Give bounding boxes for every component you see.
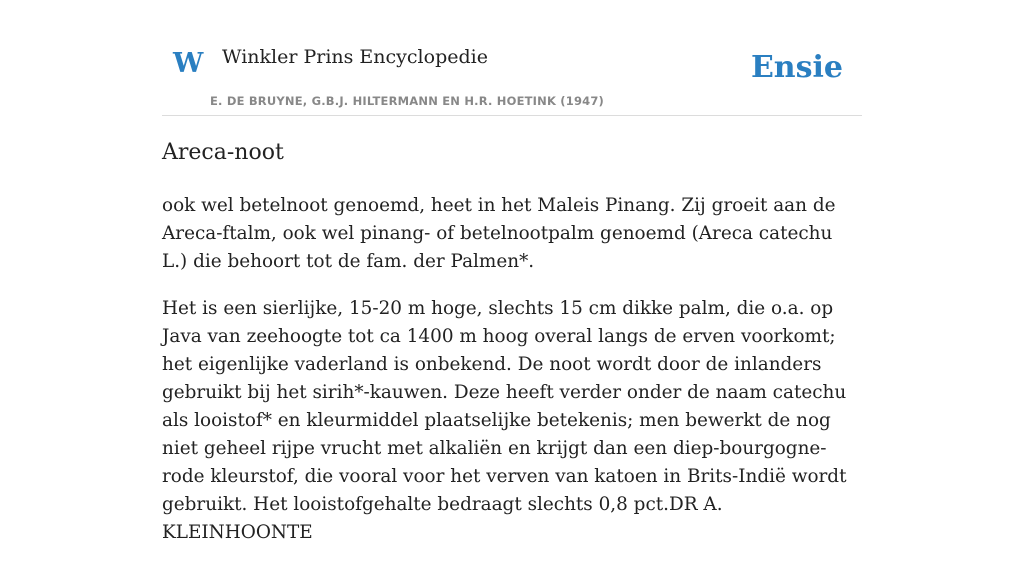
article-title: Areca-noot — [162, 140, 284, 165]
publication-title[interactable]: Winkler Prins Encyclopedie — [222, 46, 488, 68]
brand-logo[interactable]: Ensie — [750, 50, 843, 85]
paragraph: Het is een sierlijke, 15-20 m hoge, slechts 15 cm dikke palm, die o.a. op Java van zeehoogte tot ca 1400 m hoog overal langs de erven voorkomt; het eigenlijke vaderland is onbekend. De noot wordt door de inlanders gebruikt bij het sirih*-kauwen. Deze heeft verder onder de naam catechu als looistof* en kleurmiddel plaatselijke betekenis; men bewerkt de nog niet geheel rijpe vrucht met alkaliën en krijgt dan een diep-bourgogne-rode kleurstof, die vooral voor het verven van katoen in Brits-Indië wordt gebruikt. Het looistofgehalte bedraagt slechts 0,8 pct.DR A. KLEINHOONTE — [162, 298, 847, 543]
authors-line: E. DE BRUYNE, G.B.J. HILTERMANN EN H.R. HOETINK (1947) — [210, 94, 605, 108]
header — [162, 0, 862, 116]
page — [162, 0, 862, 543]
paragraph: ook wel betelnoot genoemd, heet in het Maleis Pinang. Zij groeit aan de Areca-ftalm, ook wel pinang- of betelnootpalm genoemd (Areca catechu L.) die behoort tot de fam. der Palmen*. — [162, 195, 836, 272]
logo-w[interactable]: W — [173, 48, 204, 79]
article-body — [162, 192, 862, 566]
